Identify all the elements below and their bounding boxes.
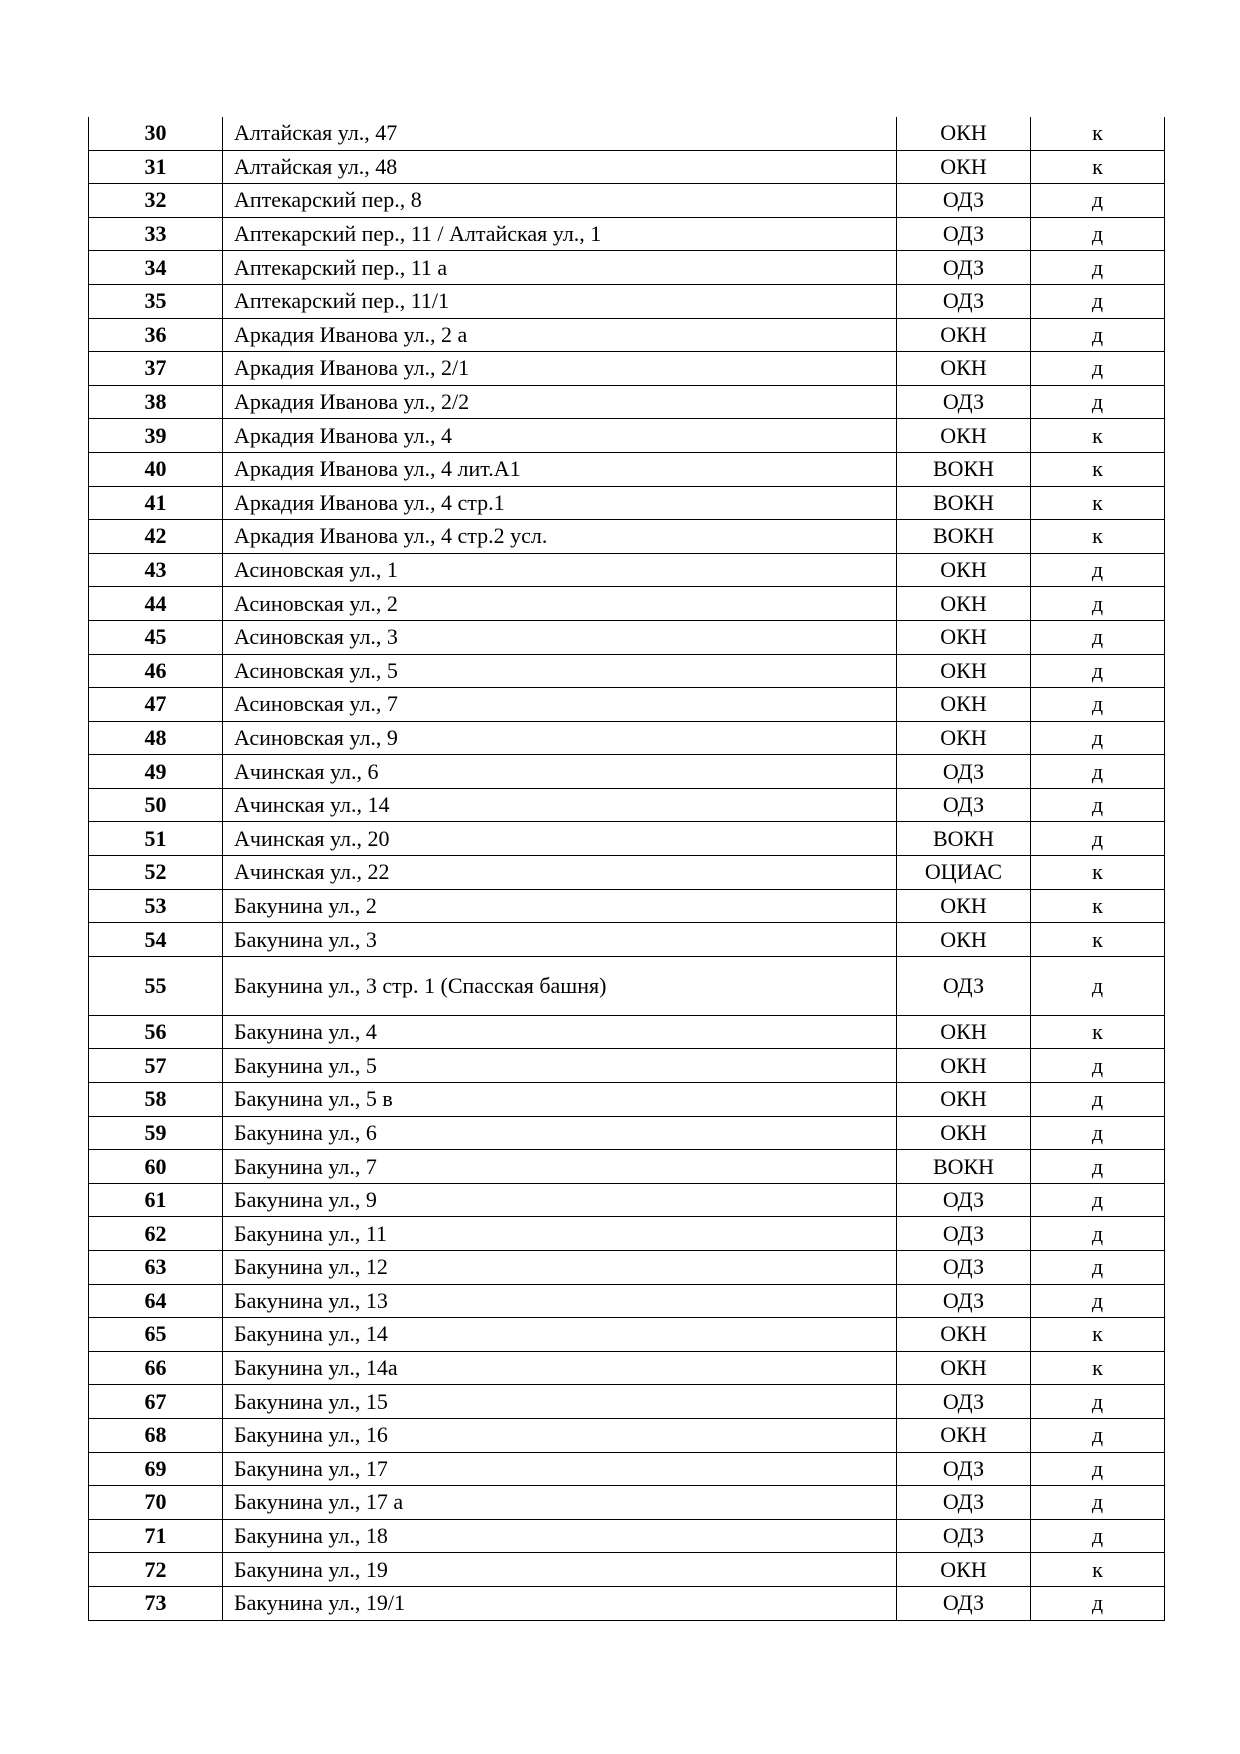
row-object-type: ОКН [897,419,1031,453]
table-row [89,217,1165,251]
row-object-type: ОЦИАС [897,856,1031,890]
row-object-type: ОДЗ [897,1486,1031,1520]
row-number: 30 [89,117,223,150]
row-number: 49 [89,755,223,789]
row-category: д [1031,1486,1165,1520]
row-object-type: ОДЗ [897,1586,1031,1620]
table-row [89,587,1165,621]
row-category: д [1031,755,1165,789]
row-number: 67 [89,1385,223,1419]
row-category: д [1031,1385,1165,1419]
row-category: д [1031,1452,1165,1486]
row-category: д [1031,184,1165,218]
table-row [89,654,1165,688]
row-object-type: ВОКН [897,486,1031,520]
table-row [89,1183,1165,1217]
row-category: к [1031,520,1165,554]
row-object-type: ВОКН [897,1150,1031,1184]
row-address: Аркадия Иванова ул., 2 а [223,318,897,352]
row-address: Бакунина ул., 13 [223,1284,897,1318]
row-category: д [1031,1083,1165,1117]
row-address: Бакунина ул., 18 [223,1519,897,1553]
row-category: д [1031,1116,1165,1150]
row-object-type: ОДЗ [897,217,1031,251]
row-object-type: ОКН [897,352,1031,386]
row-object-type: ОКН [897,553,1031,587]
row-address: Алтайская ул., 48 [223,150,897,184]
row-object-type: ОКН [897,1553,1031,1587]
row-category: д [1031,352,1165,386]
row-category: д [1031,1150,1165,1184]
table-row [89,150,1165,184]
table-row [89,1049,1165,1083]
row-address: Бакунина ул., 9 [223,1183,897,1217]
row-category: д [1031,1284,1165,1318]
row-category: д [1031,587,1165,621]
row-number: 50 [89,788,223,822]
row-object-type: ОКН [897,1418,1031,1452]
row-address: Бакунина ул., 2 [223,889,897,923]
row-address: Асиновская ул., 1 [223,553,897,587]
row-object-type: ОКН [897,1083,1031,1117]
row-number: 73 [89,1586,223,1620]
table-row [89,117,1165,150]
table-row [89,620,1165,654]
row-category: д [1031,822,1165,856]
row-object-type: ОДЗ [897,1217,1031,1251]
row-number: 51 [89,822,223,856]
table-row [89,889,1165,923]
table-row [89,755,1165,789]
row-number: 72 [89,1553,223,1587]
row-category: д [1031,788,1165,822]
row-category: д [1031,620,1165,654]
row-object-type: ОКН [897,1351,1031,1385]
row-category: к [1031,856,1165,890]
row-object-type: ОКН [897,1318,1031,1352]
row-number: 58 [89,1083,223,1117]
row-address: Бакунина ул., 4 [223,1015,897,1049]
row-object-type: ОДЗ [897,788,1031,822]
row-object-type: ОДЗ [897,755,1031,789]
table-row [89,1318,1165,1352]
table-row [89,1015,1165,1049]
row-object-type: ВОКН [897,520,1031,554]
row-object-type: ОКН [897,587,1031,621]
row-number: 68 [89,1418,223,1452]
row-address: Асиновская ул., 3 [223,620,897,654]
row-object-type: ОКН [897,923,1031,957]
table-row [89,1083,1165,1117]
table-row [89,1217,1165,1251]
row-number: 65 [89,1318,223,1352]
row-object-type: ОДЗ [897,184,1031,218]
row-category: к [1031,1318,1165,1352]
table-row [89,520,1165,554]
row-object-type: ОДЗ [897,1251,1031,1285]
row-number: 33 [89,217,223,251]
table-row [89,1418,1165,1452]
row-address: Бакунина ул., 11 [223,1217,897,1251]
row-category: к [1031,117,1165,150]
row-address: Ачинская ул., 20 [223,822,897,856]
row-category: д [1031,251,1165,285]
row-category: к [1031,889,1165,923]
row-address: Бакунина ул., 5 в [223,1083,897,1117]
row-number: 43 [89,553,223,587]
row-address: Аптекарский пер., 11 а [223,251,897,285]
table-row [89,284,1165,318]
row-address: Асиновская ул., 5 [223,654,897,688]
row-number: 46 [89,654,223,688]
row-object-type: ОДЗ [897,284,1031,318]
row-category: к [1031,1553,1165,1587]
row-category: к [1031,419,1165,453]
row-number: 32 [89,184,223,218]
row-object-type: ОКН [897,318,1031,352]
row-object-type: ОДЗ [897,385,1031,419]
row-address: Асиновская ул., 9 [223,721,897,755]
row-category: д [1031,721,1165,755]
row-category: д [1031,1251,1165,1285]
row-category: к [1031,150,1165,184]
row-object-type: ОДЗ [897,956,1031,1015]
row-number: 36 [89,318,223,352]
row-address: Аптекарский пер., 11/1 [223,284,897,318]
row-address: Аркадия Иванова ул., 4 стр.1 [223,486,897,520]
row-category: д [1031,1586,1165,1620]
row-object-type: ОДЗ [897,1284,1031,1318]
row-address: Бакунина ул., 6 [223,1116,897,1150]
row-address: Бакунина ул., 17 а [223,1486,897,1520]
row-number: 70 [89,1486,223,1520]
row-category: д [1031,1049,1165,1083]
row-address: Бакунина ул., 17 [223,1452,897,1486]
table-row [89,251,1165,285]
row-object-type: ОКН [897,889,1031,923]
row-number: 31 [89,150,223,184]
row-address: Бакунина ул., 5 [223,1049,897,1083]
row-number: 45 [89,620,223,654]
row-object-type: ОКН [897,1116,1031,1150]
row-number: 52 [89,856,223,890]
row-address: Алтайская ул., 47 [223,117,897,150]
row-category: д [1031,385,1165,419]
row-object-type: ОКН [897,688,1031,722]
row-object-type: ОДЗ [897,1519,1031,1553]
row-category: д [1031,284,1165,318]
row-address: Асиновская ул., 2 [223,587,897,621]
row-address: Аркадия Иванова ул., 4 стр.2 усл. [223,520,897,554]
table-row [89,1385,1165,1419]
row-object-type: ОКН [897,150,1031,184]
row-number: 57 [89,1049,223,1083]
table-row [89,1251,1165,1285]
row-address: Бакунина ул., 19/1 [223,1586,897,1620]
row-category: к [1031,452,1165,486]
row-number: 60 [89,1150,223,1184]
row-address: Бакунина ул., 12 [223,1251,897,1285]
row-number: 40 [89,452,223,486]
row-number: 34 [89,251,223,285]
row-number: 69 [89,1452,223,1486]
table-row [89,419,1165,453]
row-address: Аркадия Иванова ул., 2/1 [223,352,897,386]
row-number: 38 [89,385,223,419]
table-row [89,1284,1165,1318]
row-object-type: ОКН [897,117,1031,150]
row-category: д [1031,553,1165,587]
row-category: д [1031,956,1165,1015]
table-row [89,553,1165,587]
table-row [89,1351,1165,1385]
row-object-type: ОДЗ [897,251,1031,285]
table-row [89,318,1165,352]
row-number: 59 [89,1116,223,1150]
row-category: к [1031,1015,1165,1049]
row-address: Ачинская ул., 22 [223,856,897,890]
row-number: 56 [89,1015,223,1049]
row-number: 48 [89,721,223,755]
row-address: Аркадия Иванова ул., 4 [223,419,897,453]
row-address: Бакунина ул., 3 [223,923,897,957]
table-row [89,352,1165,386]
row-number: 37 [89,352,223,386]
row-number: 44 [89,587,223,621]
row-object-type: ВОКН [897,822,1031,856]
table-row [89,923,1165,957]
row-number: 47 [89,688,223,722]
objects-table-body [89,117,1165,1620]
row-category: д [1031,1217,1165,1251]
row-object-type: ОКН [897,620,1031,654]
row-number: 61 [89,1183,223,1217]
table-row [89,1586,1165,1620]
table-row [89,1452,1165,1486]
row-number: 66 [89,1351,223,1385]
table-row [89,956,1165,1015]
table-row [89,1486,1165,1520]
row-category: д [1031,688,1165,722]
row-number: 54 [89,923,223,957]
table-row [89,452,1165,486]
row-address: Бакунина ул., 15 [223,1385,897,1419]
row-number: 53 [89,889,223,923]
table-row [89,688,1165,722]
row-object-type: ОКН [897,654,1031,688]
row-address: Ачинская ул., 6 [223,755,897,789]
row-number: 62 [89,1217,223,1251]
row-number: 71 [89,1519,223,1553]
row-address: Бакунина ул., 7 [223,1150,897,1184]
row-number: 55 [89,956,223,1015]
row-address: Аркадия Иванова ул., 4 лит.А1 [223,452,897,486]
row-category: д [1031,318,1165,352]
row-number: 63 [89,1251,223,1285]
row-number: 64 [89,1284,223,1318]
row-address: Бакунина ул., 16 [223,1418,897,1452]
row-object-type: ОДЗ [897,1452,1031,1486]
objects-table [88,117,1165,1621]
row-address: Бакунина ул., 14 [223,1318,897,1352]
row-category: д [1031,1418,1165,1452]
row-object-type: ОКН [897,1015,1031,1049]
row-object-type: ОКН [897,721,1031,755]
row-address: Бакунина ул., 3 стр. 1 (Спасская башня) [223,956,897,1015]
row-category: к [1031,1351,1165,1385]
row-object-type: ОДЗ [897,1183,1031,1217]
row-category: д [1031,1183,1165,1217]
row-category: к [1031,923,1165,957]
table-row [89,1116,1165,1150]
row-category: к [1031,486,1165,520]
row-address: Аптекарский пер., 11 / Алтайская ул., 1 [223,217,897,251]
table-row [89,486,1165,520]
row-category: д [1031,654,1165,688]
table-row [89,1150,1165,1184]
row-number: 35 [89,284,223,318]
row-address: Бакунина ул., 14а [223,1351,897,1385]
row-object-type: ОКН [897,1049,1031,1083]
row-category: д [1031,217,1165,251]
table-row [89,1553,1165,1587]
row-category: д [1031,1519,1165,1553]
row-object-type: ВОКН [897,452,1031,486]
row-address: Аркадия Иванова ул., 2/2 [223,385,897,419]
row-number: 39 [89,419,223,453]
row-address: Бакунина ул., 19 [223,1553,897,1587]
row-number: 42 [89,520,223,554]
table-row [89,788,1165,822]
row-address: Аптекарский пер., 8 [223,184,897,218]
table-row [89,385,1165,419]
table-row [89,1519,1165,1553]
table-row [89,856,1165,890]
row-address: Ачинская ул., 14 [223,788,897,822]
table-row [89,721,1165,755]
row-address: Асиновская ул., 7 [223,688,897,722]
table-row [89,184,1165,218]
row-object-type: ОДЗ [897,1385,1031,1419]
table-row [89,822,1165,856]
row-number: 41 [89,486,223,520]
